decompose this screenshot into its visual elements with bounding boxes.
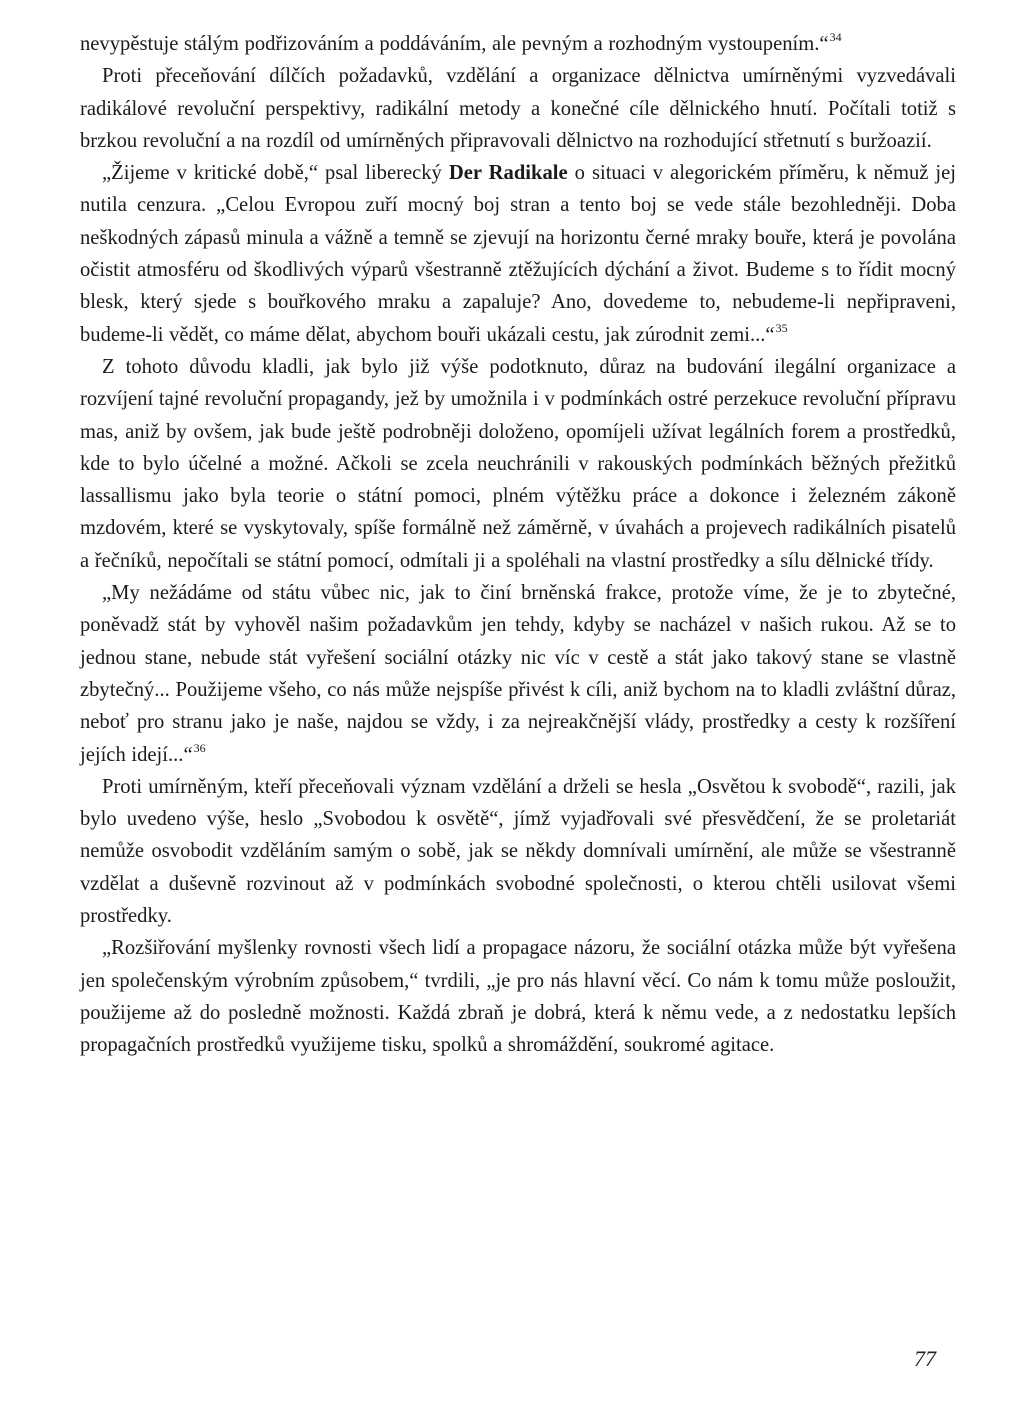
paragraph — [80, 157, 956, 351]
paragraph-text: Proti přeceňování dílčích požadavků, vzdělání a organizace dělnictva umírněnými vyzvedávali radikálové revoluční perspektivy, radikální metody a konečné cíle dělnického hnutí. Počítali totiž s brzkou revoluční a na rozdíl od umírněných připravovali dělnictvo na rozhodující střetnutí s buržoazií. — [80, 65, 956, 152]
paragraph-text: Proti umírněným, kteří přeceňovali význam vzdělání a drželi se hesla „Osvětou k svobodě“, razili, jak bylo uvedeno výše, heslo „Svobodou k osvětě“, jímž vyjadřovali své přesvědčení, že se proletariát nemůže osvobodit vzděláním samým o sobě, jak se někdy domnívali umírnění, ale může se všestranně vzdělat a duševně rozvinout až v podmínkách svobodné společnosti, o kterou chtěli usilovat všemi prostředky. — [80, 775, 956, 928]
paragraph — [80, 351, 956, 577]
paragraph-text: Z tohoto důvodu kladli, jak bylo již výše podotknuto, důraz na budování ilegální organizace a rozvíjení tajné revoluční propagandy, jež by umožnila i v podmínkách ostré perzekuce revoluční přípravu mas, aniž by ovšem, jak bude ještě podrobněji doloženo, opomíjeli užívat legálních forem a prostředků, kde to bylo účelné a možné. Ačkoli se zcela neuchránili v rakouských podmínkách běžných přežitků lassallismu jako byla teorie o státní pomoci, plném výtěžku práce a dokonce i železném zákoně mzdovém, které se vyskytovaly, spíše formálně než záměrně, v úvahách a projevech radikálních pisatelů a řečníků, nepočítali se státní pomocí, odmítali ji a spoléhali na vlastní prostředky a sílu dělnické třídy. — [80, 355, 956, 572]
paragraph — [80, 932, 956, 1061]
footnote-ref: 36 — [193, 740, 206, 755]
paragraph-text: „Rozšiřování myšlenky rovnosti všech lidí a propagace názoru, že sociální otázka může být vyřešena jen společenským výrobním způsobem,“ tvrdili, „je pro nás hlavní věcí. Co nám k tomu může posloužit, použijeme až do posledně možnosti. Každá zbraň je dobrá, která k němu vede, a z nedostatku lepších propagačních prostředků využijeme tisku, spolků a shromáždění, soukromé agitace. — [80, 937, 956, 1057]
paragraph-text: „My nežádáme od státu vůbec nic, jak to činí brněnská frakce, protože víme, že je to zbytečné, poněvadž stát by vyhověl našim požadavkům jen tehdy, kdyby se nacházel v našich rukou. Až se to jednou stane, nebude stát vyřešení sociální otázky nic víc v cestě a stát jako takový stane se vlastně zbytečný... Použijeme všeho, co nás může nejspíše přivést k cíli, aniž bychom na to kladli zvláštní důraz, neboť pro stranu jako je naše, najdou se vždy, i za nejreakčnější vlády, prostředky a cesty k rozšíření jejích idejí...“ — [80, 582, 956, 766]
footnote-ref: 35 — [775, 320, 788, 335]
footnote-ref: 34 — [829, 30, 842, 44]
paragraph — [80, 577, 956, 771]
page-number: 77 — [914, 1346, 936, 1371]
paragraph-text: nevypěstuje stálým podřizováním a poddáváním, ale pevným a rozhodným vystoupením.“ — [80, 33, 829, 55]
paragraph — [80, 60, 956, 157]
paragraph — [80, 771, 956, 932]
paragraph-text: o situaci v alegorickém příměru, k němuž jej nutila cenzura. „Celou Evropou zuří mocný boj stran a tento boj se vede stále bezohledněji. Doba neškodných zápasů minula a vážně a temně se zjevují na horizontu černé mraky bouře, která je povolána očistit atmosféru od škodlivých výparů všestranně ztěžujících dýchání a život. Budeme s to řídit mocný blesk, který sjede s bouřkového mraku a zapaluje? Ano, dovedeme to, nebudeme-li nepřipraveni, budeme-li vědět, co máme dělat, abychom bouři ukázali cestu, jak zúrodnit zemi...“ — [80, 162, 957, 346]
paragraph — [80, 28, 956, 60]
paragraph-text: „Žijeme v kritické době,“ psal liberecký — [102, 162, 449, 185]
book-page — [80, 28, 956, 1378]
periodical-name: Der Radikale — [448, 162, 568, 185]
